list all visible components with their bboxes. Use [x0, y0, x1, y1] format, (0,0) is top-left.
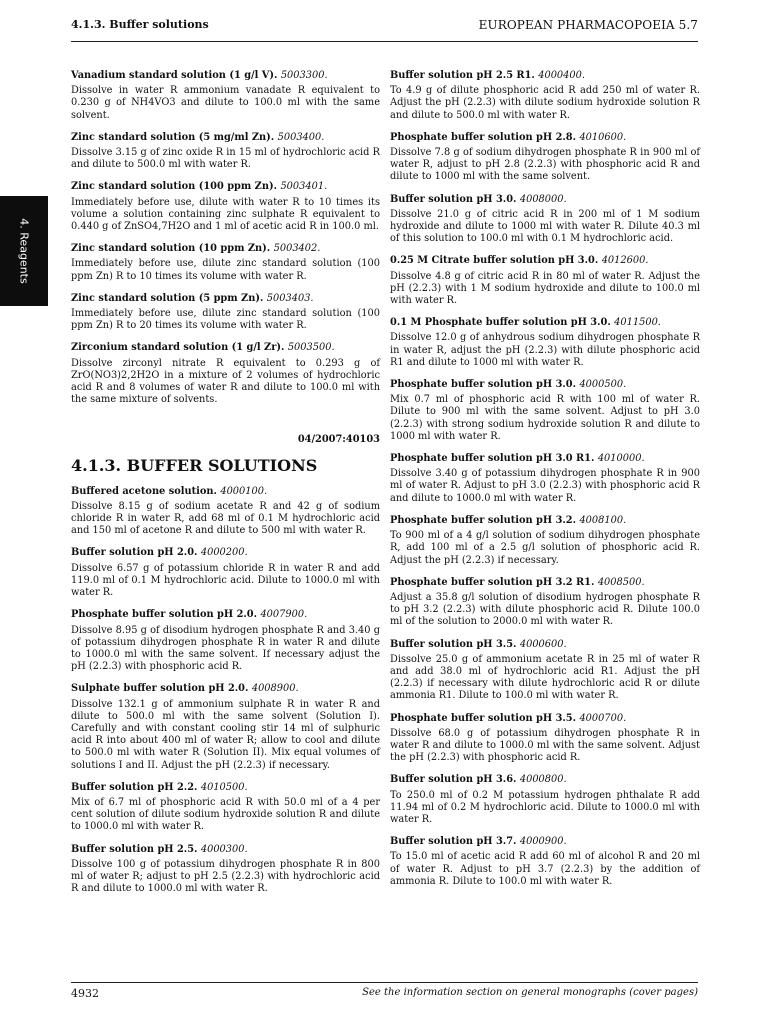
reagent-entry: [71, 342, 380, 406]
entry-title: [71, 293, 380, 305]
entry-title: [390, 70, 700, 82]
reagent-entry: [71, 609, 380, 673]
entry-title: [390, 577, 700, 589]
buffer-entries: [71, 486, 380, 896]
entry-body: Immediately before use, dilute zinc standard solution (100 ppm Zn) R to 20 times its volume with water R.: [71, 308, 380, 332]
entry-code: 5003300.: [280, 70, 328, 81]
reagent-entry: [71, 181, 380, 233]
reagent-entry: [71, 293, 380, 333]
entry-name: Buffer solution pH 2.5.: [71, 843, 198, 855]
entry-name: Buffer solution pH 3.7.: [390, 836, 517, 848]
footer-rule: [71, 982, 698, 983]
entry-code: 4000500.: [579, 379, 627, 391]
entry-name: Buffer solution pH 2.0.: [71, 547, 198, 559]
entry-body: Dissolve 21.0 g of citric acid R in 200 ml of 1 M sodium hydroxide and dilute to 1000 ml with water R. Dilute 40.3 ml of this solution to 100.0 ml with 0.1 M hydrochloric acid.: [390, 208, 700, 245]
entry-name: Zirconium standard solution (1 g/l Zr).: [71, 342, 285, 354]
entry-name: Zinc standard solution (10 ppm Zn).: [71, 243, 271, 255]
entry-title: [390, 255, 700, 267]
entry-body: Dissolve 7.8 g of sodium dihydrogen phosphate R in 900 ml of water R, adjust to pH 2.8 (2.2.3) with phosphoric acid R and dilute to 1000 ml with the same solvent.: [390, 147, 700, 183]
left-column: [71, 70, 380, 905]
entry-name: Phosphate buffer solution pH 2.8.: [390, 131, 577, 143]
entry-name: Phosphate buffer solution pH 3.2 R1.: [390, 576, 595, 588]
reagent-entry: [390, 132, 700, 184]
entry-name: Vanadium standard solution (1 g/l V).: [71, 70, 278, 81]
entry-code: 4010600.: [579, 131, 627, 143]
entry-title: [71, 782, 380, 794]
reagent-entry: [390, 836, 700, 888]
reagent-entry: [390, 774, 700, 826]
entry-title: [390, 836, 700, 848]
entry-code: 4008900.: [251, 683, 299, 695]
entry-code: 4008500.: [597, 576, 645, 588]
entry-title: [71, 342, 380, 354]
reagent-entry: [390, 255, 700, 307]
entry-body: Mix 0.7 ml of phosphoric acid R with 100 ml of water R. Dilute to 900 ml with the same solvent. Adjust to pH 3.0 (2.2.3) with strong sodium hydroxide solution R and dilute to 1000 ml with water R.: [390, 394, 700, 442]
entry-body: Dissolve 8.15 g of sodium acetate R and 42 g of sodium chloride R in water R, add 68 ml of 0.1 M hydrochloric acid and 150 ml of acetone R and dilute to 500 ml with water R.: [71, 500, 380, 537]
entry-code: 5003403.: [266, 292, 314, 304]
entry-body: Dissolve 8.95 g of disodium hydrogen phosphate R and 3.40 g of potassium dihydrogen phosphate R in water R and dilute to 1000.0 ml with the same solvent. If necessary adjust the pH (2.2.3) with phosphoric acid R.: [71, 624, 380, 673]
entry-body: To 4.9 g of dilute phosphoric acid R add 250 ml of water R. Adjust the pH (2.2.3) with dilute sodium hydroxide solution R and dilute to 500.0 ml with water R.: [390, 85, 700, 121]
entry-body: To 250.0 ml of 0.2 M potassium hydrogen phthalate R add 11.94 ml of 0.2 M hydrochloric acid. Dilute to 1000.0 ml with water R.: [390, 789, 700, 825]
entry-body: Adjust a 35.8 g/l solution of disodium hydrogen phosphate R to pH 3.2 (2.2.3) with dilute phosphoric acid R. Dilute 100.0 ml of the solution to 2000.0 ml with water R.: [390, 591, 700, 628]
entry-name: Phosphate buffer solution pH 2.0.: [71, 609, 258, 621]
reagent-entry: [390, 453, 700, 505]
entry-name: 0.1 M Phosphate buffer solution pH 3.0.: [390, 317, 611, 329]
entry-name: Buffer solution pH 2.2.: [71, 781, 198, 793]
entry-name: Buffer solution pH 3.6.: [390, 774, 517, 786]
entry-body: Dissolve 12.0 g of anhydrous sodium dihydrogen phosphate R in water R, adjust the pH (2.2.3) with dilute phosphoric acid R1 and dilute to 1000 ml with water R.: [390, 332, 700, 368]
reagent-entry: [71, 243, 380, 283]
reagent-entry: [390, 317, 700, 369]
entry-title: [390, 317, 700, 329]
entry-body: Dissolve 4.8 g of citric acid R in 80 ml of water R. Adjust the pH (2.2.3) with 1 M sodium hydroxide and dilute to 100.0 ml with water R.: [390, 270, 700, 307]
entry-body: Dissolve 68.0 g of potassium dihydrogen phosphate R in water R and dilute to 1000.0 ml with the same solvent. Adjust the pH (2.2.3) with phosphoric acid R.: [390, 727, 700, 764]
reagent-entry: [71, 547, 380, 599]
entry-body: To 900 ml of a 4 g/l solution of sodium dihydrogen phosphate R, add 100 ml of a 2.5 g/l solution of phosphoric acid R. Adjust the pH (2.2.3) if necessary.: [390, 530, 700, 566]
entry-title: [390, 774, 700, 786]
entry-code: 4011500.: [614, 317, 661, 329]
entry-code: 4010000.: [597, 453, 645, 465]
entry-title: [71, 181, 380, 193]
reagent-entry: [71, 782, 380, 834]
running-header: [71, 18, 698, 40]
entry-title: [390, 453, 700, 465]
entry-code: 5003500.: [287, 342, 335, 354]
reagent-entry: [390, 379, 700, 443]
reagent-entry: [71, 132, 380, 172]
entry-name: Buffer solution pH 3.0.: [390, 193, 517, 205]
footer-note: See the information section on general monographs (cover pages): [362, 987, 698, 998]
entry-code: 5003400.: [277, 131, 325, 143]
entry-title: [390, 515, 700, 527]
entry-name: Phosphate buffer solution pH 3.2.: [390, 514, 577, 526]
entry-title: [390, 639, 700, 651]
entry-title: [390, 713, 700, 725]
right-entries: [390, 70, 700, 888]
entry-code: 4010500.: [200, 781, 248, 793]
entry-title: [390, 194, 700, 206]
reagent-entry: [390, 70, 700, 122]
entry-body: Dissolve 132.1 g of ammonium sulphate R in water R and dilute to 500.0 ml with the same solvent (Solution I). Carefully and with constant cooling stir 14 ml of sulphuric acid R into about 400 ml of water R; allow to cool and dilute to 500.0 ml with water R (Solution II). Mix equal volumes of solutions I and II. Adjust the pH (2.2.3) if necessary.: [71, 698, 380, 771]
reagent-entry: [390, 713, 700, 765]
entry-title: [71, 70, 380, 82]
entry-code: 4000100.: [220, 485, 268, 497]
entry-code: 5003401.: [280, 181, 328, 193]
entry-name: Zinc standard solution (5 ppm Zn).: [71, 292, 264, 304]
entry-body: Dissolve 6.57 g of potassium chloride R in water R and add 119.0 ml of 0.1 M hydrochloric acid. Dilute to 1000.0 ml with water R.: [71, 562, 380, 599]
entry-body: Immediately before use, dilute with water R to 10 times its volume a solution containing zinc sulphate R equivalent to 0.440 g of ZnSO4,7H2O and 1 ml of acetic acid R in 100.0 ml.: [71, 196, 380, 233]
header-rule: [71, 41, 698, 42]
entry-body: Dissolve 3.15 g of zinc oxide R in 15 ml of hydrochloric acid R and dilute to 500.0 ml with water R.: [71, 147, 380, 171]
entry-title: [71, 844, 380, 856]
entry-body: Mix of 6.7 ml of phosphoric acid R with 50.0 ml of a 4 per cent solution of dilute sodium hydroxide solution R and dilute to 1000.0 ml with water R.: [71, 796, 380, 833]
entry-title: [71, 132, 380, 144]
entry-code: 5003402.: [273, 243, 321, 255]
entry-code: 4008000.: [519, 193, 567, 205]
reagent-entry: [71, 844, 380, 896]
chapter-side-tab: [0, 196, 48, 306]
running-header-publication: EUROPEAN PHARMACOPOEIA 5.7: [478, 18, 698, 32]
entry-body: Dissolve zirconyl nitrate R equivalent to 0.293 g of ZrO(NO3)2,2H2O in a mixture of 2 volumes of hydrochloric acid R and 8 volumes of water R and dilute to 100.0 ml with the same mixture of solvents.: [71, 357, 380, 406]
entry-code: 4000600.: [519, 638, 567, 650]
entry-name: Sulphate buffer solution pH 2.0.: [71, 683, 249, 695]
running-header-section: 4.1.3. Buffer solutions: [71, 18, 209, 31]
chapter-side-tab-label: 4. Reagents: [17, 218, 31, 284]
entry-name: Phosphate buffer solution pH 3.0 R1.: [390, 453, 595, 465]
entry-name: Phosphate buffer solution pH 3.0.: [390, 379, 577, 391]
entry-body: Immediately before use, dilute zinc standard solution (100 ppm Zn) R to 10 times its volume with water R.: [71, 258, 380, 282]
entry-code: 4000400.: [538, 70, 585, 81]
entry-body: To 15.0 ml of acetic acid R add 60 ml of alcohol R and 20 ml of water R. Adjust to pH 3.7 (2.2.3) by the addition of ammonia R. Dilute to 100.0 ml with water R.: [390, 851, 700, 887]
entry-name: Buffered acetone solution.: [71, 485, 217, 497]
entry-title: [390, 379, 700, 391]
entry-title: [71, 609, 380, 621]
page-number: 4932: [71, 987, 99, 1000]
entry-title: [71, 243, 380, 255]
entry-name: Zinc standard solution (100 ppm Zn).: [71, 181, 278, 193]
entry-title: [390, 132, 700, 144]
left-entries: [71, 70, 380, 406]
entry-title: [71, 547, 380, 559]
section-code: 04/2007:40103: [297, 434, 380, 446]
entry-code: 4007900.: [260, 609, 308, 621]
entry-code: 4008100.: [579, 514, 627, 526]
section-heading: 4.1.3. BUFFER SOLUTIONS: [71, 455, 318, 475]
entry-code: 4000800.: [519, 774, 567, 786]
entry-title: [71, 683, 380, 695]
entry-body: Dissolve 25.0 g of ammonium acetate R in 25 ml of water R and add 38.0 ml of hydrochloric acid R1. Adjust the pH (2.2.3) if necessary with dilute hydrochloric acid R or dilute ammonia R1. Dilute to 100.0 ml with water R.: [390, 653, 700, 702]
reagent-entry: [390, 194, 700, 246]
entry-name: Buffer solution pH 3.5.: [390, 638, 517, 650]
reagent-entry: [71, 486, 380, 538]
reagent-entry: [390, 577, 700, 629]
entry-code: 4012600.: [601, 255, 649, 267]
entry-code: 4000900.: [519, 836, 567, 848]
reagent-entry: [71, 683, 380, 771]
entry-body: Dissolve 100 g of potassium dihydrogen phosphate R in 800 ml of water R; adjust to pH 2.5 (2.2.3) with hydrochloric acid R and dilute to 1000.0 ml with water R.: [71, 858, 380, 895]
entry-body: Dissolve in water R ammonium vanadate R equivalent to 0.230 g of NH4VO3 and dilute to 100.0 ml with the same solvent.: [71, 85, 380, 121]
reagent-entry: [390, 515, 700, 567]
reagent-entry: [390, 639, 700, 703]
entry-name: Buffer solution pH 2.5 R1.: [390, 70, 535, 81]
entry-name: 0.25 M Citrate buffer solution pH 3.0.: [390, 255, 599, 267]
entry-name: Phosphate buffer solution pH 3.5.: [390, 712, 577, 724]
entry-name: Zinc standard solution (5 mg/ml Zn).: [71, 131, 275, 143]
entry-code: 4000700.: [579, 712, 627, 724]
reagent-entry: [71, 70, 380, 122]
right-column: [390, 70, 700, 898]
entry-title: [71, 486, 380, 498]
entry-code: 4000200.: [200, 547, 248, 559]
entry-body: Dissolve 3.40 g of potassium dihydrogen phosphate R in 900 ml of water R. Adjust to pH 3.0 (2.2.3) with phosphoric acid R and dilute to 1000.0 ml with water R.: [390, 468, 700, 504]
entry-code: 4000300.: [200, 843, 248, 855]
